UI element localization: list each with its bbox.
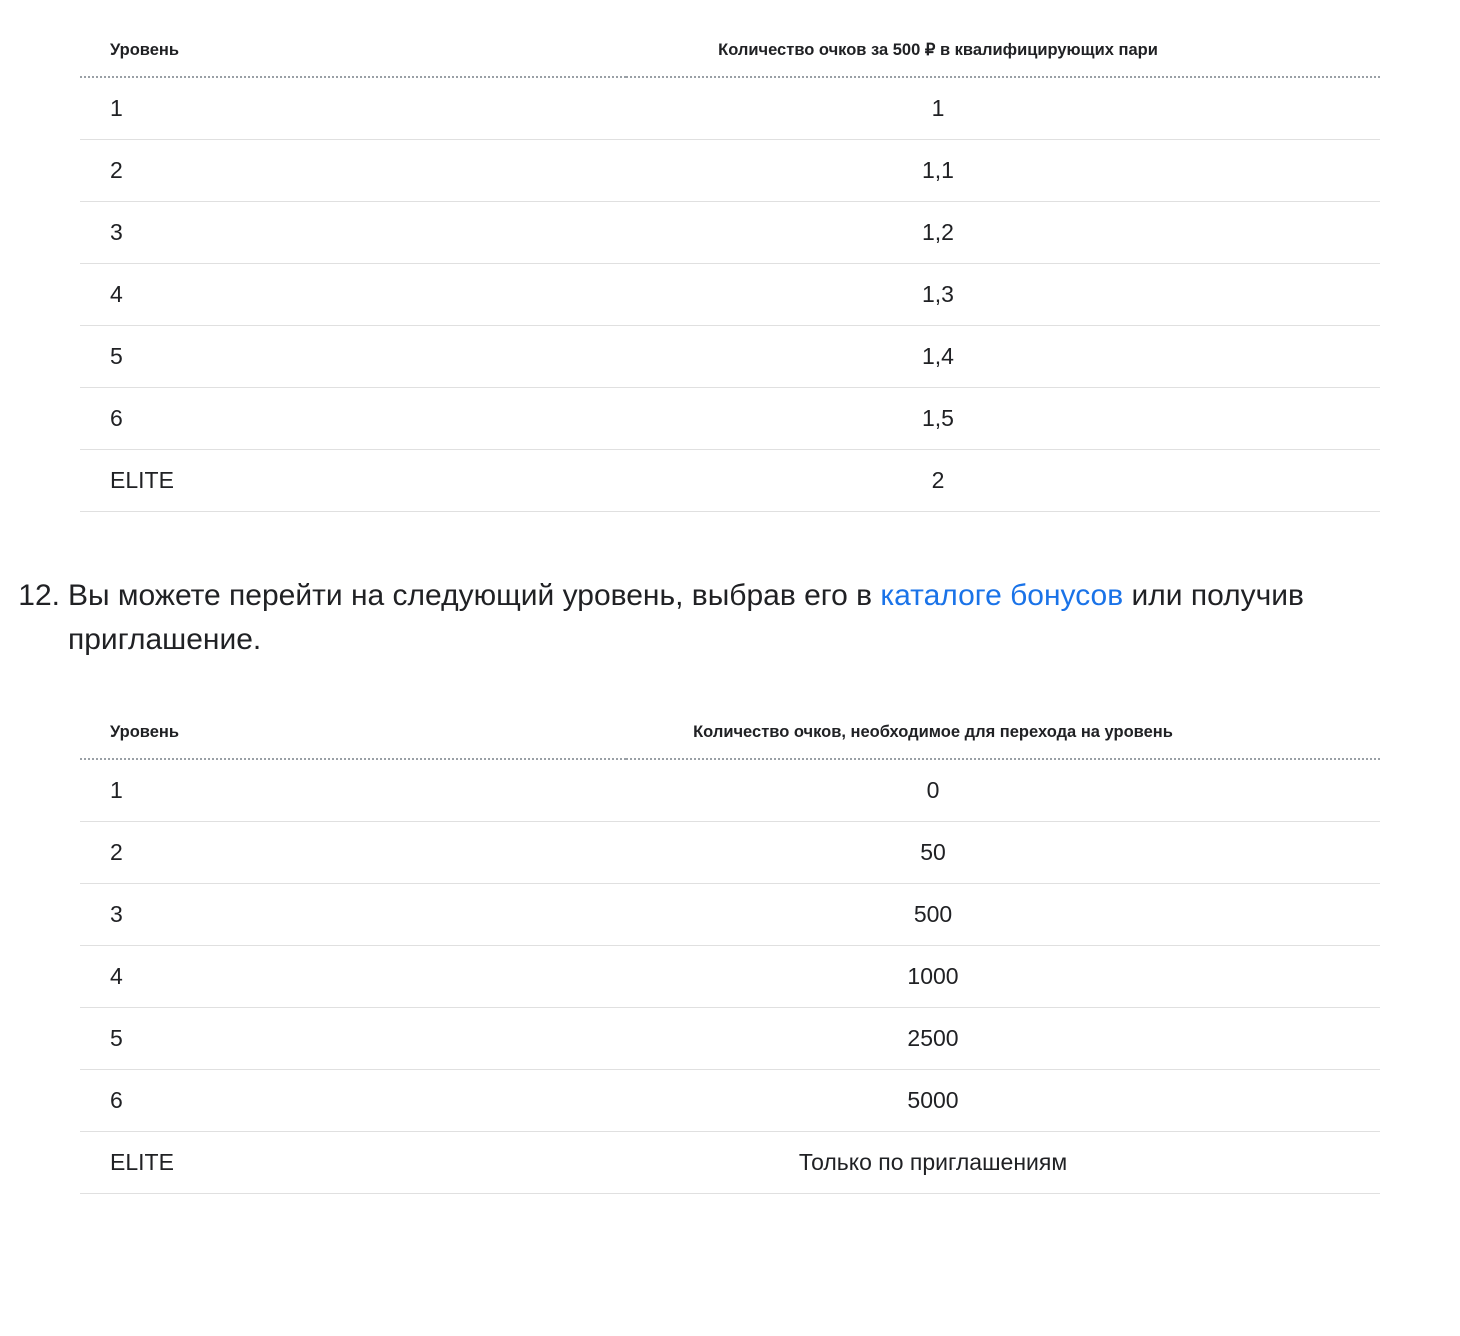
cell-level: 4 — [80, 946, 626, 1008]
cell-level: 6 — [80, 1070, 626, 1132]
table-row — [80, 77, 1380, 140]
cell-level: 5 — [80, 1008, 626, 1070]
cell-level: 4 — [80, 264, 626, 326]
table-row — [80, 1070, 1380, 1132]
mid-spacer — [0, 661, 1460, 711]
table-block-points-per-500 — [80, 28, 1380, 512]
cell-level: 5 — [80, 326, 626, 388]
table-row — [80, 946, 1380, 1008]
cell-points: 1 — [626, 77, 1380, 140]
table-row — [80, 450, 1380, 512]
cell-points: 1,5 — [626, 388, 1380, 450]
table-row — [80, 759, 1380, 822]
table-row — [80, 326, 1380, 388]
cell-points-required: 50 — [626, 822, 1380, 884]
table-row — [80, 1008, 1380, 1070]
table-header — [80, 711, 1380, 759]
cell-points-required: 1000 — [626, 946, 1380, 1008]
points-per-500-table — [80, 28, 1380, 512]
cell-points: 1,3 — [626, 264, 1380, 326]
table-row — [80, 1132, 1380, 1194]
cell-level: 2 — [80, 140, 626, 202]
list-item-text — [68, 574, 1400, 661]
list-text-before-link: Вы можете перейти на следующий уровень, выбрав его в — [68, 579, 881, 612]
list-item-number: 12. — [18, 579, 60, 612]
table-header-row — [80, 711, 1380, 759]
numbered-list-item-12 — [0, 574, 1460, 661]
cell-level: 2 — [80, 822, 626, 884]
top-spacer — [0, 0, 1460, 28]
column-header-level: Уровень — [80, 28, 626, 77]
cell-level: ELITE — [80, 450, 626, 512]
cell-points: 2 — [626, 450, 1380, 512]
table-header — [80, 28, 1380, 77]
list-text-after-link: или получив приглашение. — [68, 579, 1304, 656]
table-body — [80, 759, 1380, 1194]
table-row — [80, 822, 1380, 884]
cell-level: 1 — [80, 77, 626, 140]
cell-points: 1,4 — [626, 326, 1380, 388]
table-row — [80, 264, 1380, 326]
cell-level: 6 — [80, 388, 626, 450]
cell-points: 1,2 — [626, 202, 1380, 264]
table-header-row — [80, 28, 1380, 77]
column-header-points: Количество очков за 500 ₽ в квалифицирующих пари — [626, 28, 1380, 77]
cell-points-required: 5000 — [626, 1070, 1380, 1132]
cell-points-required: 0 — [626, 759, 1380, 822]
table-row — [80, 884, 1380, 946]
table-row — [80, 388, 1380, 450]
cell-points-required: Только по приглашениям — [626, 1132, 1380, 1194]
bonus-catalog-link[interactable]: каталоге бонусов — [880, 579, 1124, 612]
table-row — [80, 202, 1380, 264]
column-header-points-required: Количество очков, необходимое для перехода на уровень — [626, 711, 1380, 759]
cell-points: 1,1 — [626, 140, 1380, 202]
table-row — [80, 140, 1380, 202]
cell-level: 3 — [80, 884, 626, 946]
table-body — [80, 77, 1380, 512]
cell-level: 3 — [80, 202, 626, 264]
table-block-points-to-level-up — [80, 711, 1380, 1194]
cell-level: ELITE — [80, 1132, 626, 1194]
points-to-level-up-table — [80, 711, 1380, 1194]
cell-level: 1 — [80, 759, 626, 822]
cell-points-required: 500 — [626, 884, 1380, 946]
column-header-level: Уровень — [80, 711, 626, 759]
cell-points-required: 2500 — [626, 1008, 1380, 1070]
